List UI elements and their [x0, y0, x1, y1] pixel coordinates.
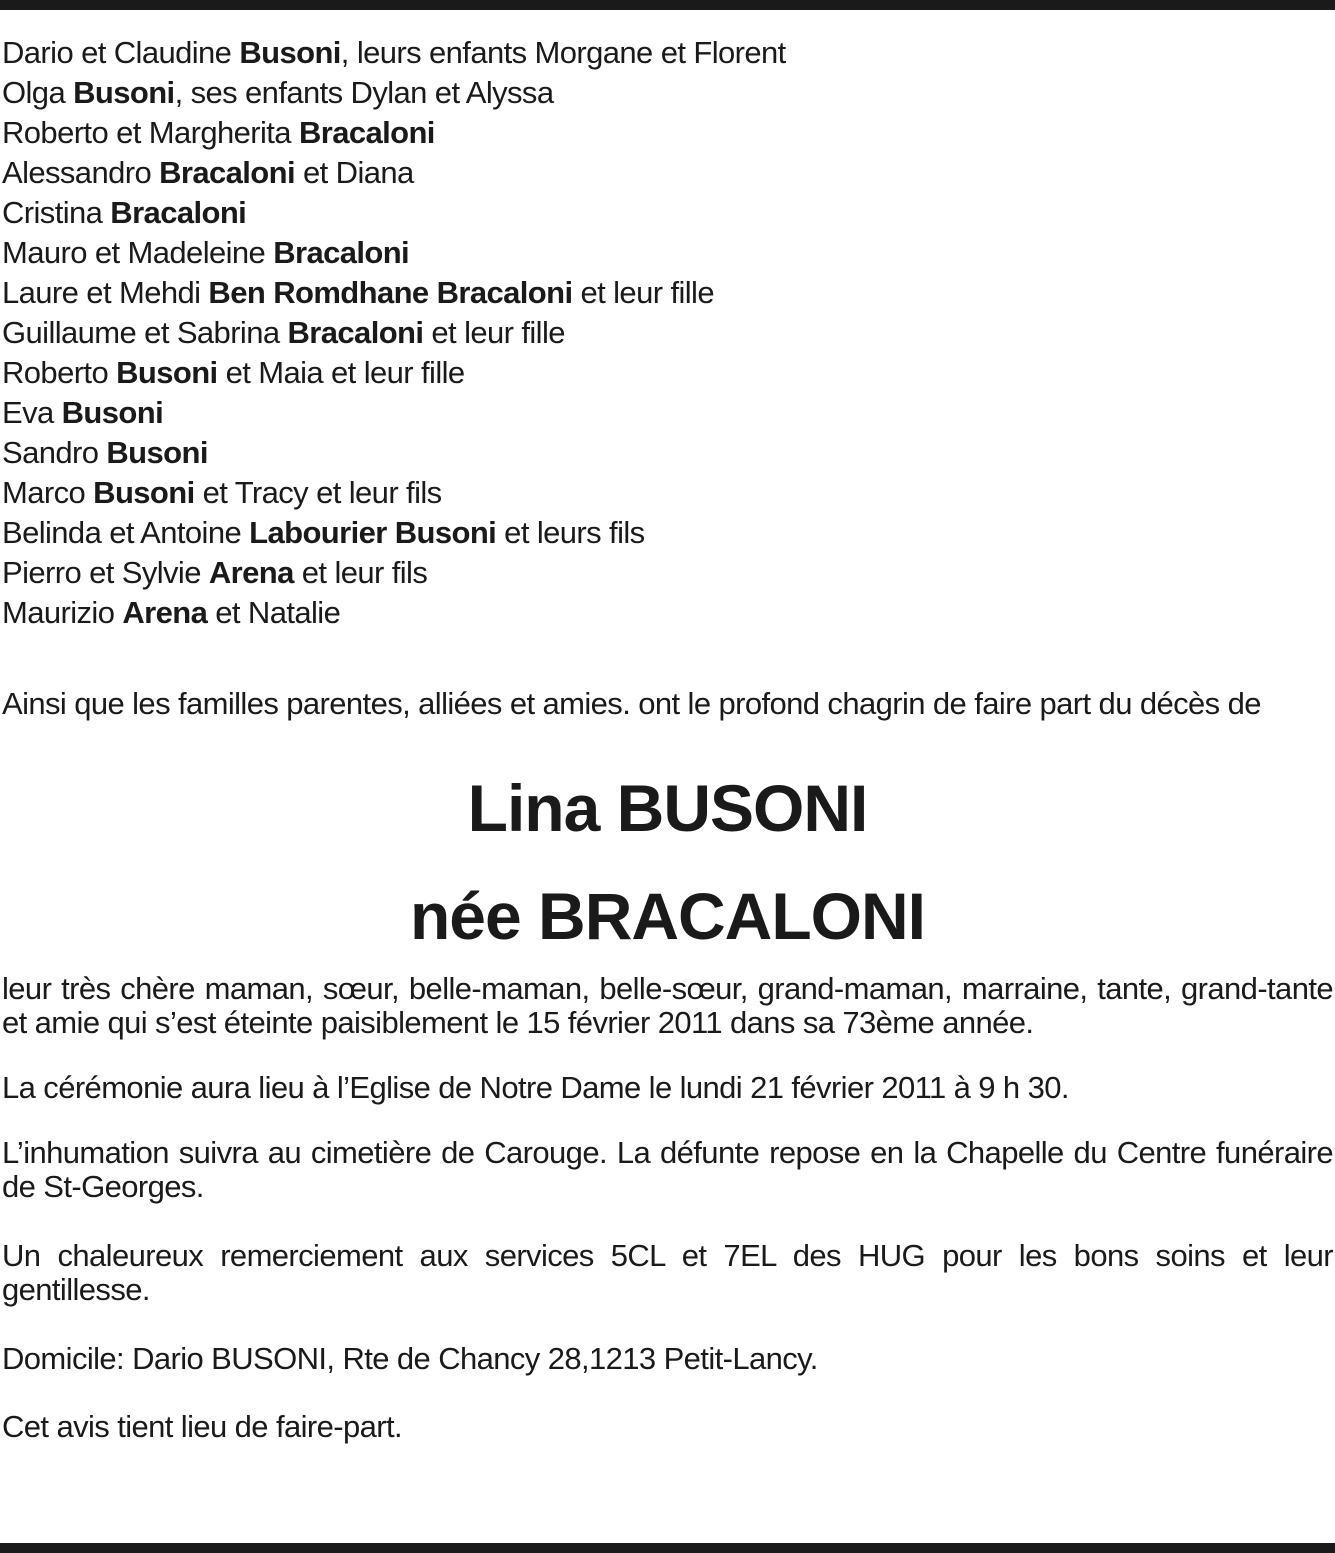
- family-line: Laure et Mehdi Ben Romdhane Bracaloni et leur fille: [2, 275, 714, 310]
- ceremony-paragraph: La cérémonie aura lieu à l’Eglise de Notre Dame le lundi 21 février 2011 à 9 h 30.: [2, 1070, 1069, 1105]
- family-line: Guillaume et Sabrina Bracaloni et leur fille: [2, 315, 565, 350]
- family-line: Cristina Bracaloni: [2, 195, 247, 230]
- bottom-border-rule: [0, 1543, 1335, 1553]
- family-line: Marco Busoni et Tracy et leur fils: [2, 475, 442, 510]
- domicile-paragraph: Domicile: Dario BUSONI, Rte de Chancy 28,1213 Petit-Lancy.: [2, 1341, 818, 1376]
- description-paragraph: leur très chère maman, sœur, belle-maman, belle-sœur, grand-maman, marraine, tante, grand-tante et amie qui s’est éteinte paisiblement le 15 février 2011 dans sa 73ème année.: [2, 971, 1333, 1040]
- family-line: Roberto Busoni et Maia et leur fille: [2, 355, 465, 390]
- maiden-name: née BRACALONI: [409, 879, 926, 953]
- family-line: Alessandro Bracaloni et Diana: [2, 155, 414, 190]
- intro-paragraph: Ainsi que les familles parentes, alliées et amies. ont le profond chagrin de faire part du décès de: [2, 686, 1261, 721]
- deceased-name: Lina BUSONI: [467, 771, 868, 845]
- deceased-name-block: [2, 757, 1333, 967]
- family-line: Dario et Claudine Busoni, leurs enfants Morgane et Florent: [2, 35, 786, 70]
- death-notice: [2, 33, 1333, 1444]
- closing-paragraph: Cet avis tient lieu de faire-part.: [2, 1409, 403, 1444]
- family-line: Roberto et Margherita Bracaloni: [2, 115, 435, 150]
- family-line: Maurizio Arena et Natalie: [2, 595, 341, 630]
- top-border-rule: [0, 0, 1335, 10]
- family-line: Belinda et Antoine Labourier Busoni et leurs fils: [2, 515, 645, 550]
- family-line: Sandro Busoni: [2, 435, 208, 470]
- family-line: Olga Busoni, ses enfants Dylan et Alyssa: [2, 75, 554, 110]
- burial-paragraph: L’inhumation suivra au cimetière de Carouge. La défunte repose en la Chapelle du Centre funéraire de St-Georges.: [2, 1135, 1333, 1204]
- family-line: Mauro et Madeleine Bracaloni: [2, 235, 410, 270]
- family-list: [2, 33, 1333, 633]
- family-line: Eva Busoni: [2, 395, 164, 430]
- family-line: Pierro et Sylvie Arena et leur fils: [2, 555, 428, 590]
- thanks-paragraph: Un chaleureux remerciement aux services 5CL et 7EL des HUG pour les bons soins et leur gentillesse.: [2, 1238, 1333, 1307]
